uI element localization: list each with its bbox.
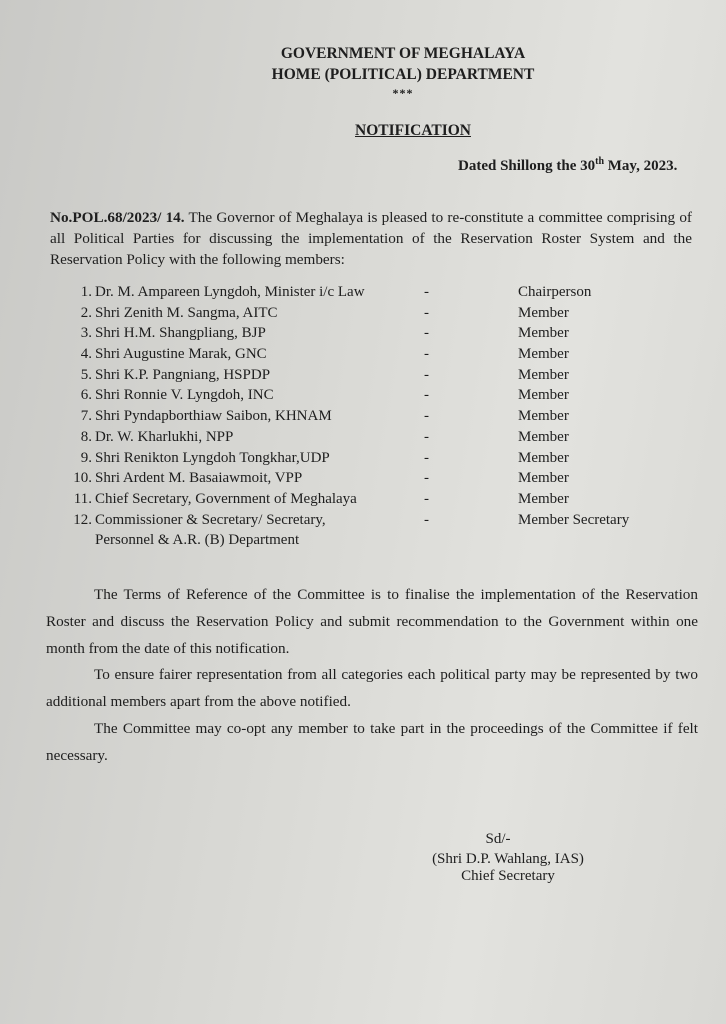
member-list [70,282,690,551]
member-number: 9. [80,449,92,466]
member-row [70,282,690,303]
member-row [70,385,690,406]
member-row [70,468,690,489]
member-number: 7. [80,408,92,425]
member-dash: - [424,511,429,528]
member-number: 2. [80,304,92,321]
member-name: Shri Ardent M. Basaiawmoit, VPP [95,470,303,487]
intro-text: The Governor of Meghalaya is pleased to re-constitute a committee comprising of all Political Parties for discussing the implementation of the Reservation Roster System and the Reservation Policy with the following members: [50,209,692,268]
member-name: Chief Secretary, Government of Meghalaya [95,490,357,507]
notification-title: NOTIFICATION [355,122,471,139]
member-name: Dr. W. Kharlukhi, NPP [95,428,234,445]
member-number: 3. [80,325,92,342]
member-dash: - [424,490,429,507]
member-role: Member [518,490,569,507]
representation-paragraph: To ensure fairer representation from all categories each political party may be represented by two additional members apart from the above notified. [46,666,698,710]
member-name: Shri Zenith M. Sangma, AITC [95,304,278,321]
government-heading: GOVERNMENT OF MEGHALAYA [280,45,526,62]
member-dash: - [424,428,429,445]
signatory-name: (Shri D.P. Wahlang, IAS) [432,851,584,867]
member-name: Shri Pyndapborthiaw Saibon, KHNAM [95,408,332,425]
member-dash: - [424,346,429,363]
member-name: Shri H.M. Shangpliang, BJP [95,325,266,342]
member-name: Commissioner & Secretary/ Secretary, [95,511,326,528]
signatory-title: Chief Secretary [461,868,555,884]
coopt-paragraph: The Committee may co-opt any member to take part in the proceedings of the Committee if felt necessary. [46,720,698,764]
member-number: 4. [80,346,92,363]
member-number: 8. [80,428,92,445]
member-name: Shri K.P. Pangniang, HSPDP [95,366,271,383]
member-role: Member [518,470,569,487]
member-row [70,406,690,427]
member-role: Member [518,366,569,383]
member-number: 12. [73,511,92,528]
member-dash: - [424,470,429,487]
member-row [70,448,690,469]
member-name-continuation: Personnel & A.R. (B) Department [95,532,300,549]
date-month-year: May, 2023. [604,158,678,174]
member-name: Dr. M. Ampareen Lyngdoh, Minister i/c Law [95,284,365,300]
member-row [70,489,690,510]
member-number: 6. [80,387,92,404]
member-row [70,344,690,365]
date-prefix: Dated Shillong the 30 [458,158,596,174]
department-heading: HOME (POLITICAL) DEPARTMENT [271,66,535,83]
member-number: 11. [73,490,92,507]
member-dash: - [424,387,429,404]
member-role: Member [518,428,569,445]
member-role: Member [518,449,569,466]
member-row [70,323,690,344]
member-dash: - [424,408,429,425]
member-row [70,365,690,386]
date-line [458,156,677,175]
member-dash: - [424,284,429,300]
date-suffix-sup: th [595,156,605,167]
intro-paragraph [50,207,692,270]
signature-mark: Sd/- [485,831,511,847]
member-role: Chairperson [518,284,592,300]
member-dash: - [424,304,429,321]
member-row-continuation [70,530,690,551]
member-dash: - [424,325,429,342]
member-dash: - [424,366,429,383]
member-role: Member [518,387,569,404]
member-row [70,510,690,531]
member-role: Member [518,304,569,321]
member-name: Shri Augustine Marak, GNC [95,346,267,363]
member-dash: - [424,449,429,466]
member-number: 1. [80,284,92,300]
member-name: Shri Ronnie V. Lyngdoh, INC [95,387,274,404]
member-row [70,303,690,324]
heading-stars: *** [392,86,414,100]
member-role: Member [518,408,569,425]
member-row [70,427,690,448]
member-number: 10. [73,470,92,487]
terms-of-reference-paragraph: The Terms of Reference of the Committee is to finalise the implementation of the Reservation Roster and discuss the Reservation Policy and submit recommendation to the Government within one month from the date of this notification. [46,586,698,657]
reference-number: No.POL.68/2023/ 14. [50,209,185,226]
member-role: Member Secretary [518,511,630,528]
member-role: Member [518,346,569,363]
member-number: 5. [80,366,92,383]
member-name: Shri Renikton Lyngdoh Tongkhar,UDP [95,449,330,466]
member-role: Member [518,325,569,342]
